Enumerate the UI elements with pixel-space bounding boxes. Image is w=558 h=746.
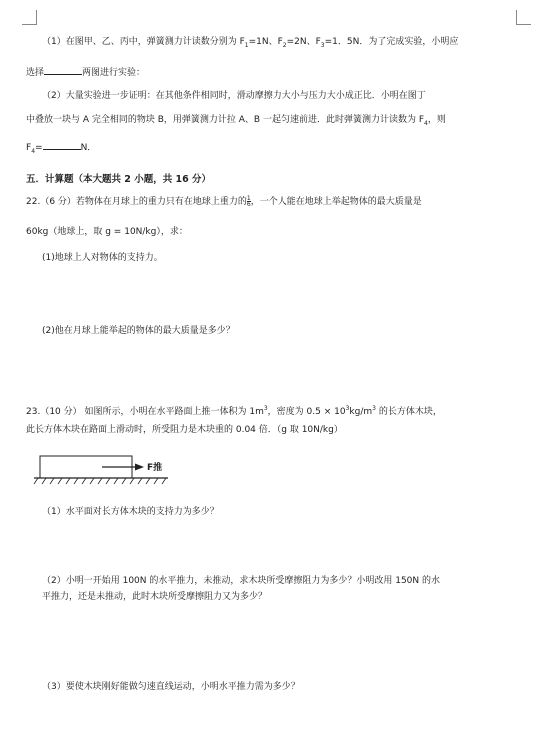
q-prev-part2-line3: $F_4= N$． (26, 140, 96, 154)
section-heading: 五．计算题（本大题共 2 小题，共 16 分） (26, 174, 212, 185)
q23-line1: 23.（10 分） 如图所示，小明在水平路面上推一体积为 $1m^3$，密度为 $0.5 \times 10^3kg/m^3$ 的长方体木块， (26, 405, 442, 417)
q-prev-part1-line2: 选择 两图进行实验： (26, 65, 145, 79)
answer-blank-2 (43, 140, 81, 150)
q-prev-part2-line1: （2）大量实验进一步证明：在其他条件相同时，滑动摩擦力大小与压力大小成正比．小明在图丁 (42, 91, 426, 101)
q23-sub3: （3）要使木块刚好能做匀速直线运动，小明水平推力需为多少？ (42, 682, 300, 692)
q23-sub2-line2: 平推力，还是未推动，此时木块所受摩擦阻力又为多少？ (42, 592, 268, 602)
crop-mark-top-left (22, 10, 37, 25)
ground-hatching (34, 478, 166, 484)
crop-mark-top-right (516, 10, 531, 25)
q23-sub1: （1）水平面对长方体木块的支持力为多少？ (42, 507, 219, 517)
q-prev-part2-line2: 中叠放一块与 A 完全相同的物块 B，用弹簧测力计拉 A、B 一起匀速前进．此时弹簧测力计读数为 $F_4$，则 (26, 115, 446, 127)
q22-sub1: (1)地球上人对物体的支持力。 (42, 253, 163, 263)
q23-line2: 此长方体木块在路面上滑动时，所受阻力是木块重的 0.04 倍．（g 取 10N/kg） (26, 425, 343, 435)
block-push-diagram (30, 450, 180, 492)
force-label: F推 (147, 463, 163, 473)
q22-line1: 22.（6 分）若物体在月球上的重力只有在地球上重力的 $\frac{1}{6}$ ，一个人能在地球上举起物体的最大质量是 (26, 195, 422, 208)
fraction-one-sixth: $\frac{1}{6}$ (246, 195, 251, 208)
answer-blank-1 (44, 65, 82, 75)
q23-sub2-line1: （2）小明一开始用 100N 的水平推力，未推动，求木块所受摩擦阻力为多少？小明改用 150N 的水 (42, 576, 440, 586)
force-arrow-head (135, 464, 144, 471)
q-prev-part1-line1: （1）在图甲、乙、丙中，弹簧测力计读数分别为 $F_1=1N$、$F_2=2N$、$F_3=1$．5N．为了完成实验，小明应 (42, 37, 459, 49)
q22-sub2: (2)他在月球上能举起的物体的最大质量是多少？ (42, 326, 235, 336)
q22-line2: 60kg（地球上，取 g = 10N/kg），求： (26, 227, 188, 237)
